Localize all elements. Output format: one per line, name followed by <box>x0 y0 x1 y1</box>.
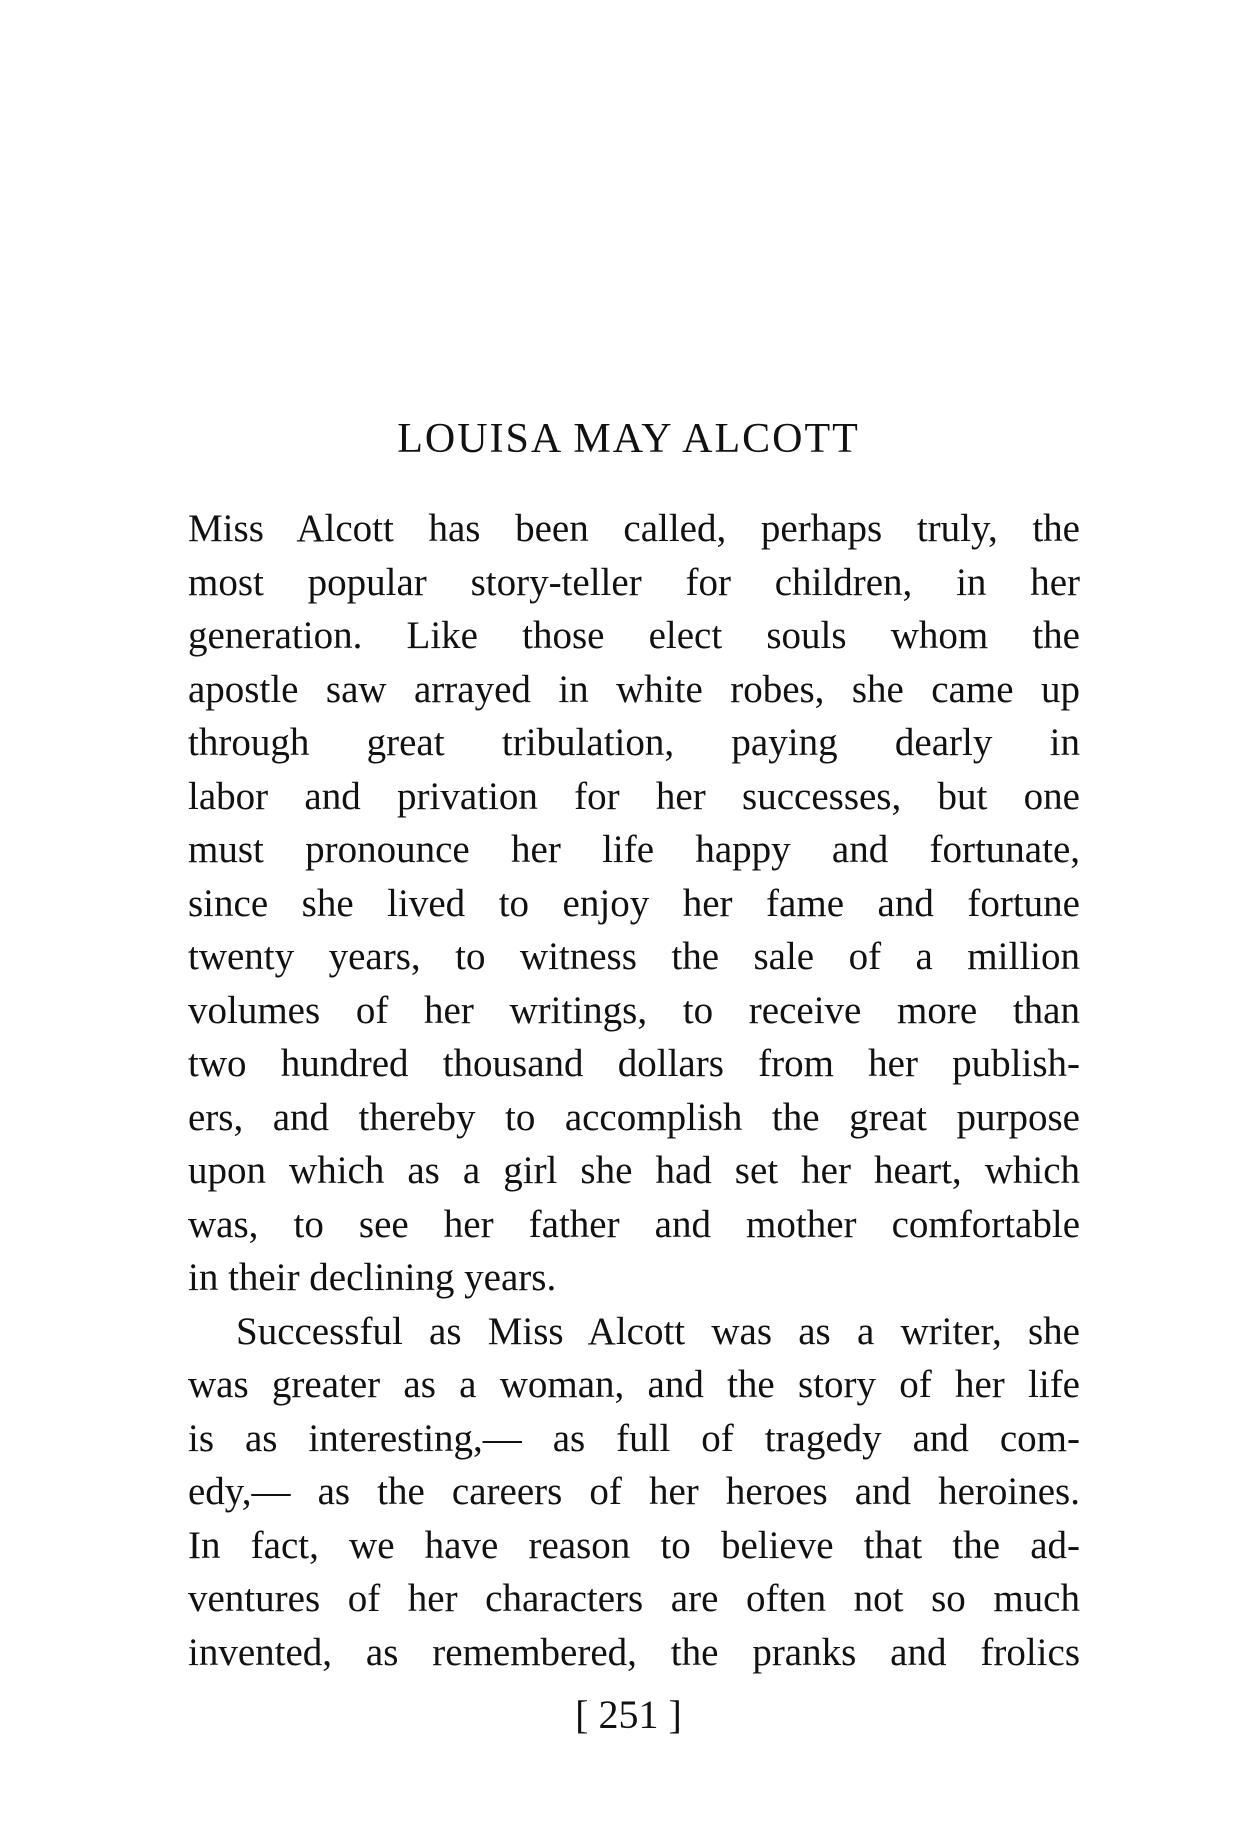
text-line: Successful as Miss Alcott was as a writer, she <box>236 1309 1080 1353</box>
text-line: ers, and thereby to accomplish the great purpose <box>188 1095 1080 1139</box>
text-line: twenty years, to witness the sale of a million <box>188 935 1080 978</box>
body-text <box>188 502 1080 1679</box>
text-line: Miss Alcott has been called, perhaps truly, the <box>188 507 1080 550</box>
page-number: [ 251 ] <box>575 1692 682 1737</box>
text-line: In fact, we have reason to believe that the ad- <box>188 1523 1080 1567</box>
text-line: was, to see her father and mother comfortable <box>188 1202 1080 1246</box>
text-line: ventures of her characters are often not so much <box>188 1577 1080 1620</box>
text-line: two hundred thousand dollars from her publish- <box>188 1042 1080 1085</box>
text-line: invented, as remembered, the pranks and frolics <box>188 1630 1080 1674</box>
text-line: is as interesting,— as full of tragedy and com- <box>188 1416 1080 1460</box>
text-line: generation. Like those elect souls whom the <box>188 614 1080 657</box>
text-line: through great tribulation, paying dearly in <box>188 721 1080 764</box>
text-line: was greater as a woman, and the story of her life <box>188 1363 1080 1406</box>
text-line: since she lived to enjoy her fame and fortune <box>188 881 1080 925</box>
paragraph-1 <box>188 502 1080 1305</box>
text-line: edy,— as the careers of her heroes and heroines. <box>188 1470 1080 1513</box>
paragraph-2 <box>188 1305 1080 1680</box>
text-line: volumes of her writings, to receive more than <box>188 988 1080 1032</box>
chapter-title: LOUISA MAY ALCOTT <box>397 416 860 462</box>
text-line: labor and privation for her successes, but one <box>188 774 1080 818</box>
text-line: upon which as a girl she had set her heart, which <box>188 1149 1080 1192</box>
text-line: must pronounce her life happy and fortunate, <box>188 828 1080 871</box>
text-line: apostle saw arrayed in white robes, she came up <box>188 667 1080 711</box>
text-line: most popular story-teller for children, in her <box>188 560 1080 604</box>
text-line: in their declining years. <box>188 1256 557 1299</box>
